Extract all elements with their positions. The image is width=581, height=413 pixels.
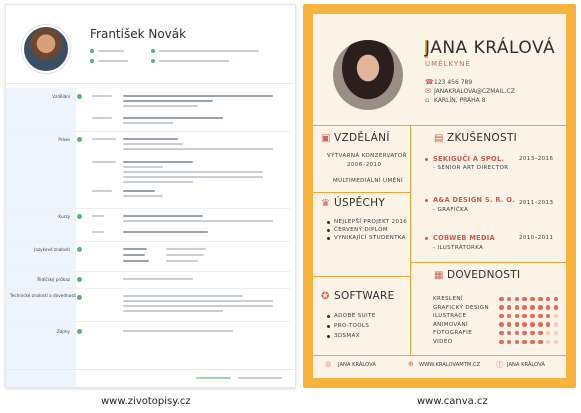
bullet — [425, 199, 428, 202]
skill-rating-dot — [530, 331, 535, 336]
skill-rating-dot — [515, 305, 520, 310]
job-years: 2013–2016 — [519, 156, 554, 162]
column-divider — [410, 125, 411, 355]
skill-rating-dot — [530, 305, 535, 310]
text-line — [123, 171, 263, 173]
skill-rating-dot — [507, 314, 512, 319]
skill-rating-dot — [522, 314, 527, 319]
section-dot — [77, 277, 82, 282]
date-line — [92, 190, 112, 192]
section-rail — [6, 88, 76, 388]
software-item: 3DSMAX — [334, 333, 360, 339]
skill-rating-dot — [554, 322, 559, 327]
skill-rating-dot — [530, 314, 535, 319]
text-line — [123, 105, 198, 107]
text-line — [123, 330, 233, 332]
bullet — [327, 229, 330, 232]
skill-rating-dot — [538, 297, 543, 302]
section-label-languages: Jazykové znalosti — [34, 247, 70, 252]
level-line — [166, 254, 204, 256]
divider — [313, 355, 566, 356]
text-line — [123, 100, 213, 102]
job-company: A&A DESIGN S. R. O. — [433, 196, 515, 204]
education-field: MULTIMEDIÁLNÍ UMĚNÍ — [333, 178, 404, 184]
bullet — [425, 158, 428, 161]
canva-cv-preview[interactable] — [303, 4, 576, 388]
achievement-item: NEJLEPŠÍ PROJEKT 2016 — [334, 219, 408, 225]
skill-rating-dot — [554, 305, 559, 310]
palette-icon: ▦ — [434, 270, 444, 281]
text-line — [123, 295, 243, 297]
job-role: - ILUSTRÁTORKA — [433, 245, 484, 251]
text-line — [123, 195, 163, 197]
job-company: COBWEB MEDIA — [433, 234, 495, 242]
briefcase-icon: ▤ — [434, 133, 444, 144]
source-caption-canva[interactable]: www.canva.cz — [417, 396, 488, 407]
skill-rating-dot — [522, 305, 527, 310]
location-icon: ⌂ — [425, 96, 430, 104]
section-heading-achievements: ÚSPĚCHY — [334, 197, 386, 209]
skill-rating-dot — [515, 322, 520, 327]
text-line — [123, 190, 155, 192]
skill-rating-dot — [507, 297, 512, 302]
job-years: 2010–2011 — [519, 235, 554, 241]
email-icon — [151, 59, 155, 63]
section-label-driving-licence: Řidičský průkaz — [37, 277, 70, 282]
text-line — [123, 215, 203, 217]
skill-rating-dot — [499, 297, 504, 302]
instagram-icon: ◎ — [325, 360, 332, 368]
text-line — [123, 310, 223, 312]
trophy-icon: ♛ — [321, 198, 330, 209]
education-years: 2006–2010 — [347, 162, 382, 168]
software-item: PRO-TOOLS — [334, 323, 370, 329]
skill-rating-dot — [554, 340, 559, 345]
skill-rating-dot — [530, 322, 535, 327]
text-line — [123, 117, 223, 119]
text-line — [123, 148, 273, 150]
skill-rating-dot — [507, 331, 512, 336]
section-label-experience: Praxe — [58, 137, 70, 142]
section-heading-experience: ZKUŠENOSTI — [447, 132, 518, 144]
divider — [6, 369, 295, 370]
skill-rating-dot — [546, 314, 551, 319]
footer-line — [238, 377, 282, 379]
skill-rating-dot — [538, 322, 543, 327]
skill-rating-dot — [499, 322, 504, 327]
skill-name: VIDEO — [433, 339, 453, 345]
profile-photo — [22, 25, 70, 73]
bullet — [327, 335, 330, 338]
skill-rating-dot — [530, 340, 535, 345]
text-line — [123, 300, 273, 302]
footer-facebook: JANA KRÁLOVÁ — [507, 362, 545, 368]
text-line — [123, 181, 193, 183]
section-label-courses: Kurzy — [58, 214, 70, 219]
skill-rating-dot — [546, 297, 551, 302]
email-text: JANAKRALOVA@CZMAIL.CZ — [434, 88, 515, 95]
footer-instagram: JANA KRÁLOVÁ — [338, 362, 376, 368]
software-item: ADOBE SUITE — [334, 313, 376, 319]
bullet — [327, 325, 330, 328]
skill-name: ILUSTRACE — [433, 313, 467, 320]
lightbulb-icon: ✪ — [321, 291, 330, 302]
divider — [10, 288, 290, 289]
education-icon: ▣ — [321, 133, 331, 144]
school-text: VÝTVARNÁ KONZERVATOŘ — [327, 153, 407, 159]
contact-line — [159, 50, 259, 52]
skill-rating-dot — [507, 340, 512, 345]
skill-rating-dot — [507, 305, 512, 310]
cv-title: UMĚLKYNĚ — [425, 60, 471, 68]
skill-rating-dot — [499, 305, 504, 310]
bullet — [327, 315, 330, 318]
footer-logo — [196, 377, 231, 379]
skill-rating-dot — [538, 331, 543, 336]
date-line — [92, 117, 112, 119]
skill-rating-dot — [515, 297, 520, 302]
skill-rating-dot — [538, 314, 543, 319]
source-caption-zivotopisy[interactable]: www.zivotopisy.cz — [101, 396, 191, 407]
skill-rating-dot — [499, 340, 504, 345]
section-label-education: Vzdělání — [52, 94, 70, 99]
skill-rating-dot — [499, 331, 504, 336]
divider — [10, 241, 290, 242]
text-line — [123, 138, 178, 140]
divider — [410, 262, 566, 263]
skill-name: GRAFICKÝ DESIGN — [433, 304, 489, 311]
job-role: - GRAFIČKA — [433, 207, 469, 213]
section-dot — [77, 137, 82, 142]
skill-rating-dot — [538, 305, 543, 310]
divider — [10, 321, 290, 322]
bullet — [327, 237, 330, 240]
bullet — [327, 221, 330, 224]
language-line — [123, 254, 145, 256]
skill-rating-dot — [522, 340, 527, 345]
facebook-icon: ⓕ — [496, 361, 503, 369]
divider — [6, 83, 295, 84]
date-line — [92, 138, 116, 140]
skill-name: KRESLENÍ — [433, 296, 463, 302]
achievement-item: VYNIKAJÍCÍ STUDENTKA — [334, 235, 406, 241]
section-dot — [77, 295, 82, 300]
skill-rating-dot — [546, 340, 551, 345]
skill-rating-dot — [515, 331, 520, 336]
section-heading-education: VZDĚLÁNÍ — [334, 132, 390, 144]
skill-rating-dot — [507, 322, 512, 327]
skill-rating-dot — [546, 322, 551, 327]
achievement-item: ČERVENÝ DIPLOM — [334, 227, 389, 233]
phone-icon — [90, 59, 94, 63]
skill-rating-dot — [499, 314, 504, 319]
text-line — [123, 122, 173, 124]
zivotopisy-cv-preview[interactable] — [5, 4, 296, 388]
date-line — [92, 95, 112, 97]
text-line — [123, 143, 183, 145]
phone-icon: ☎ — [425, 78, 434, 86]
section-heading-software: SOFTWARE — [334, 290, 395, 302]
section-label-interests: Zájmy — [56, 329, 70, 334]
divider — [313, 276, 410, 277]
level-line — [166, 260, 198, 262]
cv-name: JANA KRÁLOVÁ — [425, 38, 556, 58]
home-icon — [151, 49, 155, 53]
text-line — [123, 220, 273, 222]
language-line — [123, 260, 149, 262]
section-dot — [77, 94, 82, 99]
phone-icon — [90, 49, 94, 53]
footer-web: WWW.KRALOVAMTM.CZ — [419, 362, 481, 368]
skill-rating-dot — [538, 340, 543, 345]
skill-rating-dot — [546, 305, 551, 310]
divider — [313, 192, 410, 193]
job-years: 2011–2013 — [519, 200, 554, 206]
globe-icon: ⊕ — [408, 360, 414, 368]
text-line — [123, 161, 193, 163]
skill-rating-dot — [554, 297, 559, 302]
text-line — [123, 95, 273, 97]
contact-line — [98, 60, 128, 62]
date-line — [92, 161, 116, 163]
skill-name: FOTOGRAFIE — [433, 330, 473, 337]
skill-rating-dot — [522, 322, 527, 327]
cv-name: František Novák — [90, 27, 187, 41]
text-line — [123, 278, 193, 280]
profile-photo — [333, 40, 403, 110]
text-line — [123, 305, 273, 307]
contact-line — [159, 60, 229, 62]
date-line — [92, 231, 104, 233]
section-dot — [77, 329, 82, 334]
skill-rating-dot — [515, 340, 520, 345]
email-icon: ✉ — [425, 87, 431, 95]
text-line — [123, 176, 263, 178]
section-label-technical-skills: Technické znalosti a dovednosti — [10, 293, 77, 298]
divider — [10, 271, 290, 272]
language-line — [123, 248, 147, 250]
section-dot — [77, 214, 82, 219]
skill-rating-dot — [530, 297, 535, 302]
section-heading-skills: DOVEDNOSTI — [447, 269, 521, 281]
skill-rating-dot — [554, 314, 559, 319]
cv-page — [313, 14, 566, 378]
contact-line — [98, 50, 124, 52]
level-line — [166, 248, 206, 250]
divider — [10, 131, 290, 132]
section-dot — [77, 247, 82, 252]
skill-rating-dot — [554, 331, 559, 336]
bullet — [425, 237, 428, 240]
text-line — [123, 231, 208, 233]
skill-rating-dot — [522, 297, 527, 302]
phone-text: 123 456 789 — [434, 79, 473, 86]
date-line — [92, 215, 104, 217]
address-text: KARLÍN, PRAHA 8 — [434, 97, 486, 104]
skill-rating-dot — [522, 331, 527, 336]
skill-rating-dot — [515, 314, 520, 319]
skill-name: ANIMOVÁNÍ — [433, 321, 468, 328]
job-company: SEKIGUČI A SPOL. — [433, 155, 505, 163]
divider — [10, 208, 290, 209]
divider — [313, 125, 566, 126]
job-role: - SENIOR ART DIRECTOR — [433, 165, 509, 171]
text-line — [123, 166, 163, 168]
skill-rating-dot — [546, 331, 551, 336]
